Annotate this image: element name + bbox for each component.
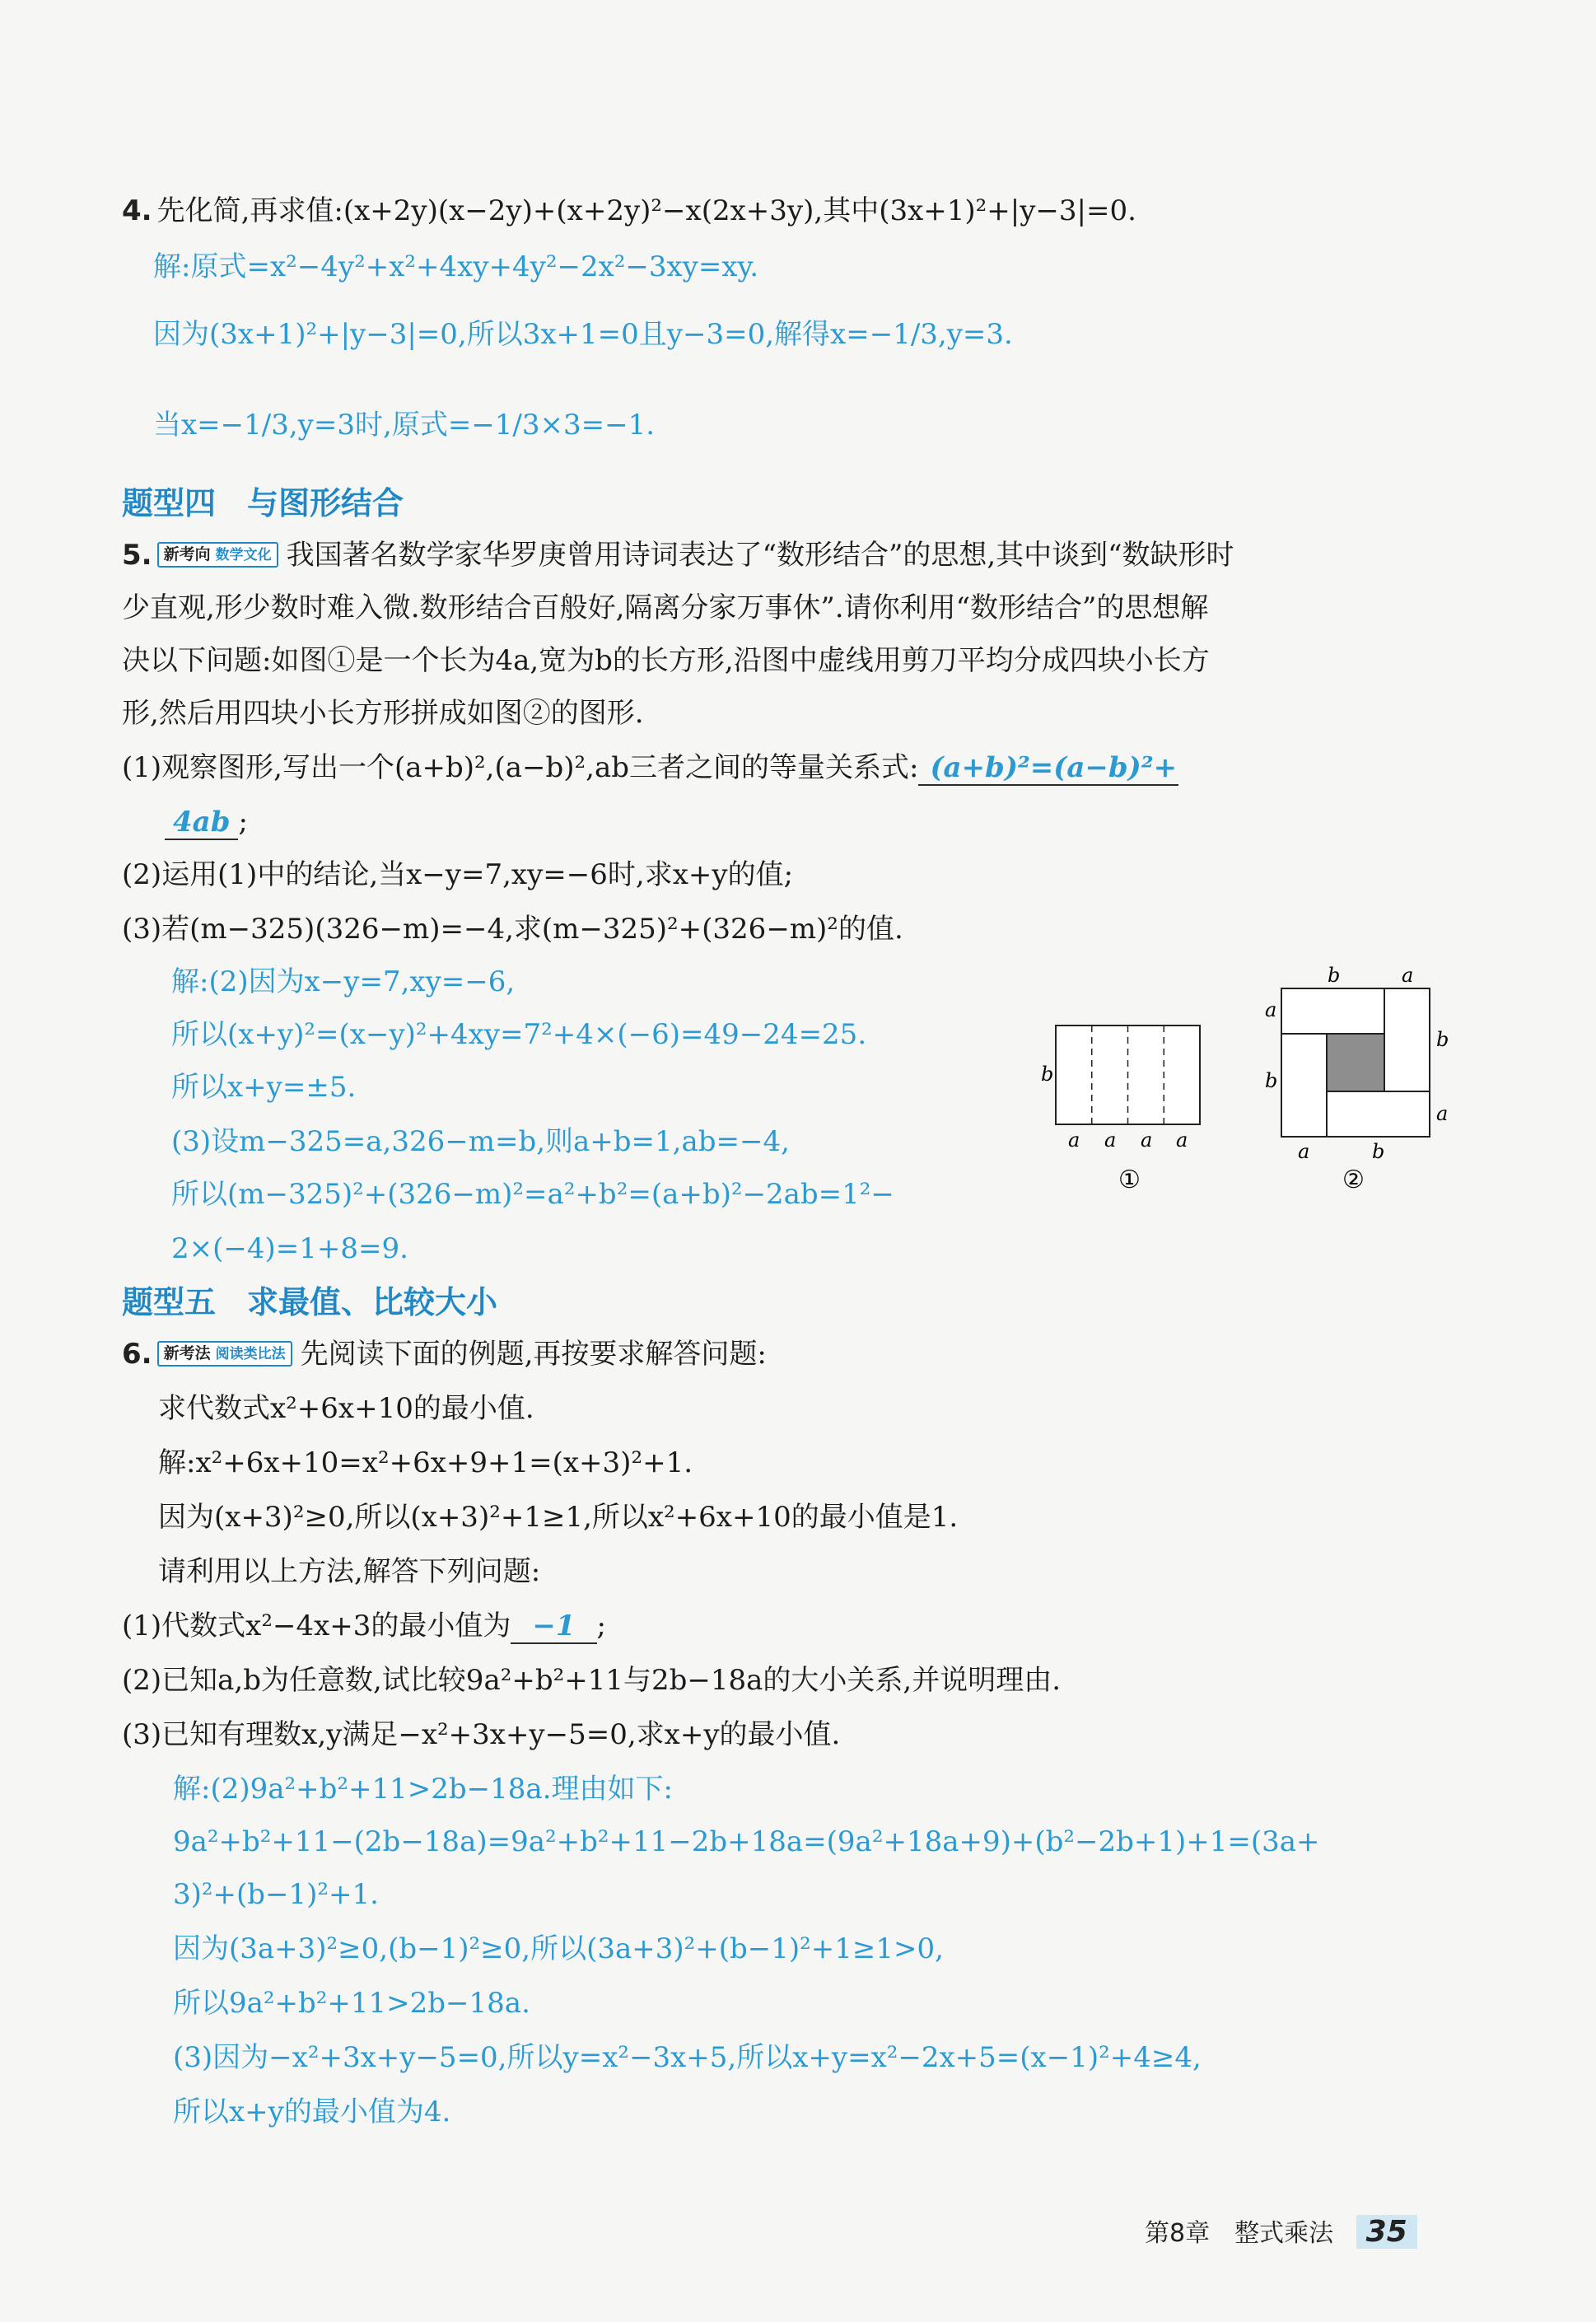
- q5-intro-line-1: [122, 537, 1234, 573]
- q4-solution-line-3: 当x=−1/3,y=3时,原式=−1/3×3=−1.: [153, 409, 656, 442]
- q5-part-1-text: (1)观察图形,写出一个(a+b)²,(a−b)²,ab三者之间的等量关系式:: [122, 751, 919, 784]
- q6-part-1-end: ;: [596, 1610, 607, 1642]
- q5-solution-line-6: 2×(−4)=1+8=9.: [171, 1232, 408, 1265]
- q4-solution-line-2: 因为(3x+1)²+|y−3|=0,所以3x+1=0且y−3=0,解得x=−1/3,y=3.: [153, 318, 1013, 351]
- q5-line-1: 我国著名数学家华罗庚曾用诗词表达了“数形结合”的思想,其中谈到“数缺形时: [286, 539, 1234, 572]
- fig2-label-top-a: a: [1402, 964, 1414, 987]
- q5-tag-main: 新考向: [163, 544, 211, 563]
- figure-1: [1029, 1013, 1219, 1203]
- figure-2: [1252, 964, 1458, 1203]
- fig1-label-a-4: a: [1176, 1128, 1188, 1152]
- fig1-label-b: b: [1041, 1063, 1054, 1086]
- q4-problem: [122, 193, 1136, 229]
- section-heading-4: 题型四 与图形结合: [122, 485, 404, 521]
- fig1-label-a-3: a: [1141, 1128, 1153, 1152]
- q6-solution-line-3: 3)²+(b−1)²+1.: [173, 1878, 379, 1911]
- q4-problem-text: 先化简,再求值:(x+2y)(x−2y)+(x+2y)²−x(2x+3y),其中(3x+1)²+|y−3|=0.: [156, 194, 1136, 227]
- fig1-label-a-1: a: [1068, 1128, 1080, 1152]
- q5-solution-line-1: 解:(2)因为x−y=7,xy=−6,: [171, 965, 516, 998]
- q5-part-1-cont: [165, 804, 248, 840]
- page-footer: [1145, 2212, 1417, 2249]
- q6-solution-line-7: 所以x+y的最小值为4.: [173, 2095, 451, 2128]
- q5-line-2: 少直观,形少数时难入微.数形结合百般好,隔离分家万事休”.请你利用“数形结合”的思想解: [122, 591, 1209, 624]
- q6-example-line-2: 解:x²+6x+10=x²+6x+9+1=(x+3)²+1.: [158, 1446, 693, 1479]
- q5-line-3: 决以下问题:如图①是一个长为4a,宽为b的长方形,沿图中虚线用剪刀平均分成四块小长方: [122, 644, 1210, 677]
- q6-part-1: [122, 1608, 606, 1644]
- fig2-label-right-a: a: [1436, 1102, 1449, 1125]
- q5-number: 5.: [122, 539, 152, 572]
- q6-part-2: (2)已知a,b为任意数,试比较9a²+b²+11与2b−18a的大小关系,并说明理由.: [122, 1664, 1062, 1697]
- section-heading-5: 题型五 求最值、比较大小: [122, 1284, 498, 1320]
- q5-part-2: (2)运用(1)中的结论,当x−y=7,xy=−6时,求x+y的值;: [122, 858, 794, 891]
- q6-tag: [157, 1341, 292, 1367]
- chapter-title: 第8章 整式乘法: [1145, 2219, 1334, 2248]
- q6-part-1-text: (1)代数式x²−4x+3的最小值为: [122, 1610, 511, 1642]
- fig1-caption: ①: [1118, 1166, 1141, 1194]
- fig2-caption: ②: [1342, 1166, 1365, 1194]
- q6-solution-line-4: 因为(3a+3)²≥0,(b−1)²≥0,所以(3a+3)²+(b−1)²+1≥1>0,: [173, 1932, 944, 1965]
- q6-tag-main: 新考法: [163, 1343, 211, 1362]
- fig2-label-right-b: b: [1436, 1028, 1449, 1051]
- q6-example-line-1: 求代数式x²+6x+10的最小值.: [158, 1392, 534, 1425]
- q5-solution-line-5: 所以(m−325)²+(326−m)²=a²+b²=(a+b)²−2ab=1²−: [171, 1178, 894, 1211]
- q6-part-1-answer: −1: [511, 1610, 596, 1644]
- fig2-label-bottom-b: b: [1372, 1140, 1385, 1163]
- q5-part-1-end: ;: [238, 806, 248, 839]
- q6-solution-line-5: 所以9a²+b²+11>2b−18a.: [173, 1987, 530, 2020]
- q6-intro-text: 先阅读下面的例题,再按要求解答问题:: [300, 1338, 767, 1371]
- q6-solution-line-6: (3)因为−x²+3x+y−5=0,所以y=x²−3x+5,所以x+y=x²−2x+5=(x−1)²+4≥4,: [173, 2041, 1202, 2074]
- fig2-label-bottom-a: a: [1298, 1140, 1310, 1163]
- q5-part-1-answer-a: (a+b)²=(a−b)²+: [918, 751, 1178, 786]
- fig2-label-left-b: b: [1265, 1069, 1278, 1092]
- q6-example-line-3: 因为(x+3)²≥0,所以(x+3)²+1≥1,所以x²+6x+10的最小值是1.: [158, 1501, 959, 1534]
- q6-intro: [122, 1336, 767, 1372]
- q5-tag-sub: 数学文化: [215, 546, 272, 563]
- fig2-center-square: [1327, 1034, 1384, 1091]
- q5-tag: [157, 542, 278, 568]
- q5-part-1-answer-b: 4ab: [165, 806, 238, 840]
- q6-solution-line-1: 解:(2)9a²+b²+11>2b−18a.理由如下:: [173, 1773, 673, 1806]
- q5-part-3: (3)若(m−325)(326−m)=−4,求(m−325)²+(326−m)²的值.: [122, 913, 903, 946]
- q5-line-4: 形,然后用四块小长方形拼成如图②的图形.: [122, 697, 644, 730]
- q6-number: 6.: [122, 1338, 152, 1371]
- q6-example-line-4: 请利用以上方法,解答下列问题:: [158, 1555, 541, 1588]
- q6-solution-line-2: 9a²+b²+11−(2b−18a)=9a²+b²+11−2b+18a=(9a²+18a+9)+(b²−2b+1)+1=(3a+: [173, 1825, 1320, 1858]
- q5-part-1: [122, 750, 1178, 786]
- q5-solution-line-4: (3)设m−325=a,326−m=b,则a+b=1,ab=−4,: [171, 1125, 790, 1158]
- q4-number: 4.: [122, 194, 152, 227]
- q6-tag-sub: 阅读类比法: [215, 1345, 286, 1362]
- q5-solution-line-3: 所以x+y=±5.: [171, 1071, 357, 1104]
- fig2-label-top-b: b: [1328, 964, 1341, 987]
- page-number: 35: [1356, 2215, 1417, 2249]
- fig1-label-a-2: a: [1104, 1128, 1117, 1152]
- q5-solution-line-2: 所以(x+y)²=(x−y)²+4xy=7²+4×(−6)=49−24=25.: [171, 1018, 867, 1051]
- q6-part-3: (3)已知有理数x,y满足−x²+3x+y−5=0,求x+y的最小值.: [122, 1718, 841, 1751]
- fig2-label-left-a: a: [1265, 998, 1277, 1021]
- q4-solution-line-1: 解:原式=x²−4y²+x²+4xy+4y²−2x²−3xy=xy.: [153, 250, 759, 283]
